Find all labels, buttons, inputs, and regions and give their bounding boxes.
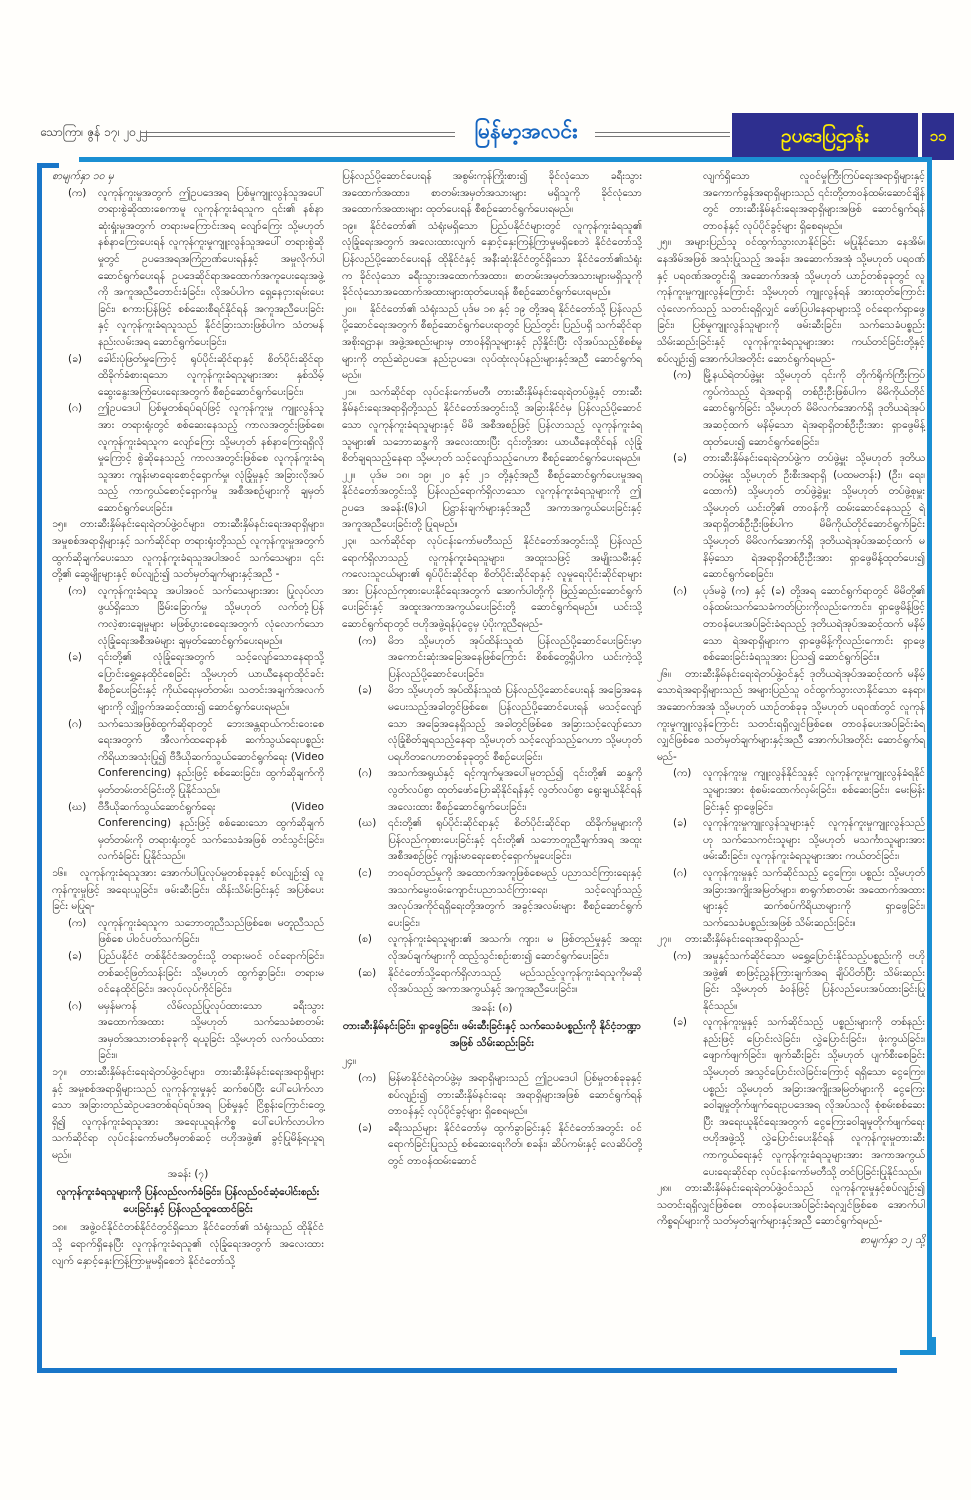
section-paragraph: ၁၇။ တားဆီးနှိမ်နင်းရေးရဲတပ်ဖွဲ့ဝင်များ၊ တားဆီးနှိမ်နင်းရေးအရာရှိများနှင့် အမှုစစ်အရာရှိများသည် လူကုန်ကူးမှုနှင့် ဆက်စပ်ပြီး ပေါ်ပေါက်လာသော အခြားတည်ဆဲဥပဒေတစ်ရပ်ရပ်အရ ပြစ်မှုနှင့် ငြိစွန်းကြောင်းတွေ့ရှိ၍ လူကုန်ကူးခံရသူအား အရေးယူရန်ကိစ္စ ပေါ်ပေါက်လာပါက သက်ဆိုင်ရာ လုပ်ငန်းကော်မတီမှတစ်ဆင့် ဗဟိုအဖွဲ့၏ ခွင့်ပြုမိန့်ရယူရမည်။ bbox=[52, 1066, 324, 1162]
subsection: (က) မိဘ သို့မဟုတ် အုပ်ထိန်းသူထံ ပြန်လည်ပို့ဆောင်ပေးခြင်းမှာ အကောင်းဆုံးအခြေအနေဖြစ်ကြောင်း စိစစ်တွေ့ရှိပါက ယင်းကဲ့သို့ ပြန်လည်ပို့ဆောင်ပေးခြင်း၊ bbox=[358, 634, 642, 680]
frame-border-right bbox=[927, 157, 932, 1355]
article-column-2 bbox=[342, 168, 642, 1170]
section-paragraph: ၁၅။ တားဆီးနှိမ်နင်းရေးရဲတပ်ဖွဲ့ဝင်များ၊ တားဆီးနှိမ်နင်းရေးအရာရှိများ၊ အမှုစစ်အရာရှိများနှင့် သက်ဆိုင်ရာ တရားရုံးတို့သည် လူကုန်ကူးမှုအတွက် ထွက်ဆိုချက်ပေးသော လူကုန်ကူးခံရသူအပါအဝင် သက်သေများ၊ ၎င်းတို့၏ ဆွေမျိုးများနှင့် စပ်လျဉ်း၍ သတ်မှတ်ချက်များနှင့်အညီ - bbox=[52, 518, 324, 581]
frame-border-bottom bbox=[37, 1368, 897, 1373]
subsection: (က) လူကုန်ကူးမှု ကျူးလွန်နိုင်သူနှင့် လူကုန်ကူးမှုကျူးလွန်ခံရနိုင်သူများအား စုံစမ်းထောက်လှမ်းခြင်း၊ စစ်ဆေးခြင်း၊ မေးမြန်းခြင်းနှင့် ရှာဖွေခြင်း၊ bbox=[673, 767, 925, 813]
section-paragraph: ၂၈။ တားဆီးနှိမ်နင်းရေးရဲတပ်ဖွဲ့ဝင်သည် လူကုန်ကူးမှုနှင့်စပ်လျဉ်း၍ သတင်းရရှိလျှင်ဖြစ်စေ၊ တာဝန်ပေးအပ်ခြင်းခံရလျှင်ဖြစ်စေ အောက်ပါကိစ္စရပ်များကို သတ်မှတ်ချက်များနှင့်အညီ ဆောင်ရွက်ရမည်- bbox=[657, 1182, 925, 1228]
subsection: (ဂ) အသက်အရွယ်နှင့် ရင့်ကျက်မှုအပေါ်မူတည်၍ ၎င်းတို့၏ ဆန္ဒကို လွတ်လပ်စွာ ထုတ်ဖော်ပြောဆိုနိုင်ရန်နှင့် လွတ်လပ်စွာ ရွေးချယ်နိုင်ရန် အလေးထား စီစဉ်ဆောင်ရွက်ပေးခြင်း၊ bbox=[358, 767, 642, 813]
continued-to-note: စာမျက်နှာ ၁၂ သို့ bbox=[859, 1234, 925, 1246]
subsection: (ဂ) လူကုန်ကူးမှုနှင့် သက်ဆိုင်သည့် ငွေကြေး၊ ပစ္စည်း သို့မဟုတ် အခြားအကျိုးအမြတ်များ၊ စာရွက်စာတမ်း အထောက်အထားများနှင့် ဆက်စပ်ကိရိယာများကို ရှာဖွေခြင်း၊ သက်သေခံပစ္စည်းအဖြစ် သိမ်းဆည်းခြင်း။ bbox=[673, 866, 925, 929]
section-paragraph: ၂၆။ တားဆီးနှိမ်နင်းရေးရဲတပ်ဖွဲ့ဝင်နှင့် ဒုတိယရဲအုပ်အဆင့်ထက် မနိမ့်သောရဲအရာရှိများသည် အများပြည်သူ ဝင်ထွက်သွားလာနိုင်သော နေရာ၊ အဆောက်အအုံ သို့မဟုတ် ယာဉ်တစ်ခုခု သို့မဟုတ် ပရဝဏ်တွင် လူကုန်ကူးမှုကျူးလွန်ကြောင်း သတင်းရရှိလျှင်ဖြစ်စေ၊ တာဝန်ပေးအပ်ခြင်းခံရလျှင်ဖြစ်စေ သတ်မှတ်ချက်များနှင့်အညီ အောက်ပါအတိုင်း ဆောင်ရွက်ရမည်- bbox=[657, 667, 925, 763]
subsection: (ဃ) ၎င်းတို့၏ ရုပ်ပိုင်းဆိုင်ရာနှင့် စိတ်ပိုင်းဆိုင်ရာ ထိခိုက်မှုများကို ပြန်လည်ကုစားပေးခြင်းနှင့် ၎င်းတို့၏ သဘောတူညီချက်အရ အထူးအစီအစဉ်ဖြင့် ကျန်းမာရေးစောင့်ရှောက်မှုပေးခြင်း၊ bbox=[358, 817, 642, 863]
section-paragraph: ၂၅။ အများပြည်သူ ဝင်ထွက်သွားလာနိုင်ခြင်း မပြုနိုင်သော နေအိမ်၊ နေအိမ်အဖြစ် အသုံးပြုသည့် အခန်း၊ အဆောက်အအုံ သို့မဟုတ် ပရဝဏ်နှင့် ပရဝဏ်အတွင်းရှိ အဆောက်အအုံ သို့မဟုတ် ယာဉ်တစ်ခုခုတွင် လူကုန်ကူးမှုကျူးလွန်ကြောင်း သို့မဟုတ် ကျူးလွန်ရန် အားထုတ်ကြောင်း လုံလောက်သည့် သတင်းရရှိလျှင် ဖော်ပြပါနေရာများသို့ ဝင်ရောက်ရှာဖွေခြင်း၊ ပြစ်မှုကျူးလွန်သူများကို ဖမ်းဆီးခြင်း၊ သက်သေခံပစ္စည်း သိမ်းဆည်းခြင်းနှင့် လူကုန်ကူးခံရသူများအား ကယ်တင်ခြင်းတို့နှင့် စပ်လျဉ်း၍ အောက်ပါအတိုင်း ဆောင်ရွက်ရမည်- bbox=[657, 236, 925, 365]
subsection: (ခ) ပြည်ပနိုင်ငံ တစ်နိုင်ငံအတွင်းသို့ တရားမဝင် ဝင်ရောက်ခြင်း၊ တစ်ဆင့်ဖြတ်သန်းခြင်း သို့မဟုတ် ထွက်ခွာခြင်း၊ တရားမဝင်နေထိုင်ခြင်း၊ အလုပ်လုပ်ကိုင်ခြင်း၊ bbox=[68, 949, 324, 996]
subsection-continued: လျက်ရှိသော လူဝင်မှုကြီးကြပ်ရေးအရာရှိများနှင့် အကောက်ခွန်အရာရှိများသည် ၎င်းတို့တာဝန်ထမ်းဆောင်ချိန်တွင် တားဆီးနှိမ်နင်းရေးအရာရှိများအဖြစ် ဆောင်ရွက်ရန်တာဝန်နှင့် လုပ်ပိုင်ခွင့်များ ရှိစေရမည်။ bbox=[703, 170, 925, 232]
chapter-number: အခန်း (၇) bbox=[167, 1167, 209, 1180]
chapter-title: တားဆီးနှိမ်နင်းခြင်း၊ ရှာဖွေခြင်း၊ ဖမ်းဆီးခြင်းနှင့် သက်သေခံပစ္စည်းကို နိုင်ငံ့ဘဏ္ဍာအဖြစ် သိမ်းဆည်းခြင်း bbox=[342, 1020, 642, 1049]
subsection: (ခ) တားဆီးနှိမ်နင်းရေးရဲတပ်ဖွဲ့က တပ်ဖွဲ့မှူး သို့မဟုတ် ဒုတိယတပ်ဖွဲ့မှူး သို့မဟုတ် ဦးစီးအရာရှိ (ပထမတန်း) (ဦး၊ ရေး၊ ထောက်) သို့မဟုတ် တပ်ဖွဲ့ခွဲမှူး သို့မဟုတ် တပ်ဖွဲ့စုမှူး သို့မဟုတ် ယင်းတို့၏ တာဝန်ကို ထမ်းဆောင်နေသည့် ရဲအရာရှိတစ်ဦးဦးဖြစ်ပါက မိမိကိုယ်တိုင်ဆောင်ရွက်ခြင်း သို့မဟုတ် မိမိလက်အောက်ရှိ ဒုတိယရဲအုပ်အဆင့်ထက် မနိမ့်သော ရဲအရာရှိတစ်ဦးဦးအား ရှာဖွေမိန့်ထုတ်ပေး၍ ဆောင်ရွက်စေခြင်း၊ bbox=[673, 452, 925, 581]
subsection: (က) မြန်မာနိုင်ငံရဲတပ်ဖွဲ့မှ အရာရှိများသည် ဤဥပဒေပါ ပြစ်မှုတစ်ခုခုနှင့် စပ်လျဉ်း၍ တားဆီးနှိမ်နင်းရေး အရာရှိများအဖြစ် ဆောင်ရွက်ရန်တာဝန်နှင့် လုပ်ပိုင်ခွင့်များ ရှိစေရမည်။ bbox=[358, 1072, 642, 1118]
section-paragraph-continued: ပြန်လည်ပို့ဆောင်ပေးရန် အစွမ်းကုန်ကြိုးစား၍ ခိုင်လုံသော ခရီးသွားအထောက်အထား၊ စာတမ်းအမှတ်အသားများ မရှိသူကို ခိုင်လုံသော အထောက်အထားများ ထုတ်ပေးရန် စီစဉ်ဆောင်ရွက်ပေးရမည်။ bbox=[342, 170, 642, 216]
subsection: (င) ဘဝရပ်တည်မှုကို အထောက်အကူဖြစ်စေမည့် ပညာသင်ကြားရေးနှင့် အသက်မွေးဝမ်းကျောင်းပညာသင်ကြားရေး၊ သင့်လျော်သည့် အလုပ်အကိုင်ရရှိရေးတို့အတွက် အခွင့်အလမ်းများ စီစဉ်ဆောင်ရွက်ပေးခြင်း၊ bbox=[358, 866, 642, 929]
section-paragraph: ၁၉။ နိုင်ငံတော်၏ သံရုံးမရှိသော ပြည်ပနိုင်ငံများတွင် လူကုန်ကူးခံရသူ၏ လုံခြုံရေးအတွက် အလေးထားလျက် နှောင့်နှေးကြန့်ကြာမှုမရှိစေဘဲ နိုင်ငံတော်သို့ပြန်လည်ပို့ဆောင်ပေးရန် ထိုနိုင်ငံနှင့် အနီးဆုံးနိုင်ငံတွင်ရှိသော နိုင်ငံတော်၏သံရုံးက ခိုင်လုံသော ခရီးသွားအထောက်အထား၊ စာတမ်းအမှတ်အသားများမရှိသူကို ခိုင်လုံသောအထောက်အထားများထုတ်ပေးရန် စီစဉ်ဆောင်ရွက်ပေးရမည်။ bbox=[342, 219, 642, 299]
section-badge: ဥပဒေပြဌာန်း bbox=[732, 113, 918, 160]
subsection: (စ) လူကုန်ကူးခံရသူများ၏ အသက်၊ ကျား၊ မ ဖြစ်တည်မှုနှင့် အထူးလိုအပ်ချက်များကို ထည့်သွင်းစဉ်းစား၍ ဆောင်ရွက်ပေးခြင်း၊ bbox=[358, 933, 642, 962]
frame-border-top bbox=[79, 157, 932, 162]
section-paragraph: ၂၀။ နိုင်ငံတော်၏ သံရုံးသည် ပုဒ်မ ၁၈ နှင့် ၁၉ တို့အရ နိုင်ငံတော်သို့ ပြန်လည်ပို့ဆောင်ရေးအတွက် စီစဉ်ဆောင်ရွက်ပေးရာတွင် ပြည်တွင်း ပြည်ပရှိ သက်ဆိုင်ရာအစိုးရဌာန၊ အဖွဲ့အစည်းများမှ တာဝန်ရှိသူများနှင့် ညှိနှိုင်းပြီး လိုအပ်သည့်စိစစ်မှုများကို တည်ဆဲဥပဒေ၊ နည်းဥပဒေ၊ လုပ်ထုံးလုပ်နည်းများနှင့်အညီ ဆောင်ရွက်ရမည်။ bbox=[342, 302, 642, 382]
header-rule bbox=[595, 132, 730, 137]
subsection: (က) လူကုန်ကူးမှုအတွက် ဤဥပဒေအရ ပြစ်မှုကျူးလွန်သူအပေါ် တရားစွဲဆိုထားစေကာမူ လူကုန်ကူးခံရသူက ၎င်း၏ နစ်နာဆုံးရှုံးမှုအတွက် တရားမကြောင်းအရ လျော်ကြေး သို့မဟုတ် နစ်နာကြေးပေးရန် လူကုန်ကူးမှုကျူးလွန်သူအပေါ် တရားစွဲဆိုမှုတွင် ဥပဒေအရအကြံဉာဏ်ပေးရန်နှင့် အမှုလိုက်ပါဆောင်ရွက်ပေးရန် ဥပဒေဆိုင်ရာအထောက်အကူပေးရေးအဖွဲ့ကို အကူအညီတောင်းခံခြင်း၊ လိုအပ်ပါက ရှေ့နေငှားရမ်းပေးခြင်း၊ စကားပြန်ဖြင့် စစ်ဆေးစီရင်နိုင်ရန် အကူအညီပေးခြင်းနှင့် လူကုန်ကူးခံရသူသည် နိုင်ငံခြားသားဖြစ်ပါက သံတမန်နည်းလမ်းအရ ဆောင်ရွက်ပေးခြင်း၊ bbox=[68, 186, 324, 348]
section-paragraph: ၂၄။ bbox=[342, 1055, 357, 1068]
subsection: (က) လူကုန်ကူးခံရသူ အပါအဝင် သက်သေများအား ပြုလုပ်လာဖွယ်ရှိသော ခြိမ်းခြောက်မှု သို့မဟုတ် လက်တုံ့ပြန်ကလဲ့စားချေမှုများ မဖြစ်ပွားစေရေးအတွက် လုံလောက်သော လုံခြုံရေးအစီအမံများ ချမှတ်ဆောင်ရွက်ပေးရမည်။ bbox=[68, 584, 324, 647]
section-paragraph: ၁၆။ လူကုန်ကူးခံရသူအား အောက်ပါပြုလုပ်မှုတစ်ခုခုနှင့် စပ်လျဉ်း၍ လူကုန်ကူးမှုဖြင့် အရေးယူခြင်း၊ ဖမ်းဆီးခြင်း၊ ထိန်းသိမ်းခြင်းနှင့် အပြစ်ပေးခြင်း မပြုရ- bbox=[52, 866, 324, 913]
subsection: (ဂ) ဤဥပဒေပါ ပြစ်မှုတစ်ရပ်ရပ်ဖြင့် လူကုန်ကူးမှု ကျူးလွန်သူအား တရားရုံးတွင် စစ်ဆေးနေသည့် ကာလအတွင်းဖြစ်စေ၊ လူကုန်ကူးခံရသူက လျော်ကြေး သို့မဟုတ် နစ်နာကြေးရရှိလိုမှုကြောင့် စွဲဆိုနေသည့် ကာလအတွင်းဖြစ်စေ လူကုန်ကူးခံရသူအား ကျန်းမာရေးစောင့်ရှောက်မှု၊ လုံခြုံမှုနှင့် အခြားလိုအပ်သည့် ကာကွယ်စောင့်ရှောက်မှု အစီအစဉ်များကို ချမှတ်ဆောင်ရွက်ပေးခြင်း။ bbox=[68, 402, 324, 514]
subsection: (ဂ) ပုဒ်မခွဲ (က) နှင့် (ခ) တို့အရ ဆောင်ရွက်ရာတွင် မိမိတို့၏ ဝန်ထမ်းသက်သေခံကတ်ပြားကိုလည်းကောင်း၊ ရှာဖွေမိန့်ဖြင့် တာဝန်ပေးအပ်ခြင်းခံရသည့် ဒုတိယရဲအုပ်အဆင့်ထက် မနိမ့်သော ရဲအရာရှိများက ရှာဖွေမိန့်ကိုလည်းကောင်း ရှာဖွေစစ်ဆေးခြင်းခံရသူအား ပြသ၍ ဆောင်ရွက်ခြင်း။ bbox=[673, 584, 925, 664]
page-number: ၁၁ bbox=[922, 113, 954, 160]
frame-corner-bottom-right-v bbox=[931, 1337, 936, 1355]
section-paragraph: ၁၈။ အဖွဲ့ဝင်နိုင်ငံတစ်နိုင်ငံတွင်ရှိသော နိုင်ငံတော်၏ သံရုံးသည် ထိုနိုင်ငံသို့ ရောက်ရှိနေပြီး လူကုန်ကူးခံရသူ၏ လုံခြုံရေးအတွက် အလေးထားလျက် နှောင့်နှေးကြန့်ကြာမှုမရှိစေဘဲ နိုင်ငံတော်သို့ bbox=[52, 1221, 324, 1267]
subsection: (ခ) လူကုန်ကူးမှုနှင့် သက်ဆိုင်သည့် ပစ္စည်းများကို တစ်နည်းနည်းဖြင့် ပြောင်းလဲခြင်း၊ လွှဲပြောင်းခြင်း၊ ဖုံးကွယ်ခြင်း၊ ဖျောက်ဖျက်ခြင်း၊ ဖျက်ဆီးခြင်း သို့မဟုတ် ပျက်စီးစေခြင်း သို့မဟုတ် အသွင်ပြောင်းလဲခြင်းကြောင့် ရရှိသော ငွေကြေး၊ ပစ္စည်း သို့မဟုတ် အခြားအကျိုးအမြတ်များကို ငွေကြေးခဝါချမှုတိုက်ဖျက်ရေးဥပဒေအရ လိုအပ်သလို စုံစမ်းစစ်ဆေးပြီး အရေးယူနိုင်ရေးအတွက် ငွေကြေးခဝါချမှုတိုက်ဖျက်ရေးဗဟိုအဖွဲ့သို့ လွှဲပြောင်းပေးနိုင်ရန် လူကုန်ကူးမှုတားဆီးကာကွယ်ရေးနှင့် လူကုန်ကူးခံရသူများအား အကာအကွယ်ပေးရေးဆိုင်ရာ လုပ်ငန်းကော်မတီသို့ တင်ပြခြင်းပြုနိုင်သည်။ bbox=[673, 1016, 925, 1178]
article-column-1 bbox=[52, 168, 324, 1269]
subsection: (ဂ) သက်သေအဖြစ်ထွက်ဆိုရာတွင် ဘေးအန္တရာယ်ကင်းဝေးစေရေးအတွက် အီလက်ထရောနစ် ဆက်သွယ်ရေးပစ္စည်းကိရိယာအသုံးပြု၍ ဗီဒီယိုဆက်သွယ်ဆောင်ရွက်ရေး (Video Conferencing) နည်းဖြင့် စစ်ဆေးခြင်း၊ ထွက်ဆိုချက်ကို မှတ်တမ်းတင်ခြင်းတို့ ပြုနိုင်သည်။ bbox=[68, 717, 324, 796]
header-rule bbox=[140, 132, 455, 137]
subsection: (ဂ) မမှန်မကန် လိမ်လည်ပြုလုပ်ထားသော ခရီးသွားအထောက်အထား သို့မဟုတ် သက်သေခံစာတမ်းအမှတ်အသားတစ်ခုခုကို ရယူခြင်း သို့မဟုတ် လက်ဝယ်ထားခြင်း။ bbox=[68, 999, 324, 1062]
subsection: (ဆ) နိုင်ငံတော်သို့ရောက်ရှိလာသည့် မည်သည့်လူကုန်ကူးခံရသူကိုမဆို လိုအပ်သည့် အကာအကွယ်နှင့် အကူအညီပေးခြင်း။ bbox=[358, 966, 642, 996]
section-paragraph: ၂၇။ တားဆီးနှိမ်နင်းရေးအရာရှိသည်- bbox=[657, 933, 804, 946]
frame-border-left bbox=[37, 163, 42, 1373]
subsection: (ခ) ခရီးသည်များ နိုင်ငံတော်မှ ထွက်ခွာခြင်းနှင့် နိုင်ငံတော်အတွင်း ဝင်ရောက်ခြင်းပြုသည့် စစ်ဆေးရေးဂိတ်၊ စခန်း၊ ဆိပ်ကမ်းနှင့် လေဆိပ်တို့တွင် တာဝန်ထမ်းဆောင် bbox=[358, 1121, 642, 1168]
article-column-3 bbox=[657, 168, 925, 1259]
issue-date: သောကြာ၊ ဇွန် ၁၇၊ ၂၀၂၂ bbox=[40, 125, 148, 139]
chapter-title: လူကုန်ကူးခံရသူများကို ပြန်လည်လက်ခံခြင်း၊ ပြန်လည်ဝင်ဆံ့ပေါင်းစည်းပေးခြင်းနှင့် ပြန်လည်ထူထောင်ခြင်း bbox=[56, 1186, 320, 1215]
subsection: (က) မြို့နယ်ရဲတပ်ဖွဲ့မှူး သို့မဟုတ် ၎င်းကို တိုက်ရိုက်ကြီးကြပ်ကွပ်ကဲသည့် ရဲအရာရှိ တစ်ဦးဦးဖြစ်ပါက မိမိကိုယ်တိုင်ဆောင်ရွက်ခြင်း သို့မဟုတ် မိမိလက်အောက်ရှိ ဒုတိယရဲအုပ်အဆင့်ထက် မနိမ့်သော ရဲအရာရှိတစ်ဦးဦးအား ရှာဖွေမိန့်ထုတ်ပေး၍ ဆောင်ရွက်စေခြင်း၊ bbox=[673, 369, 925, 448]
subsection: (ခ) ၎င်းတို့၏ လုံခြုံရေးအတွက် သင့်လျော်သောနေရာသို့ ပြောင်းရွှေ့နေထိုင်စေခြင်း သို့မဟုတ် ယာယီနေရာထိုင်ခင်းစီစဉ်ပေးခြင်းနှင့် ကိုယ်ရေးမှတ်တမ်း၊ သတင်းအချက်အလက်များကို လျှို့ဝှက်အဆင့်ထား၍ ဆောင်ရွက်ပေးရမည်။ bbox=[68, 651, 324, 713]
subsection: (ခ) လူကုန်ကူးမှုကျူးလွန်သူများနှင့် လူကုန်ကူးမှုကျူးလွန်သည်ဟု သက်သေကင်းသူများ သို့မဟုတ် မသင်္ကာသူများအား ဖမ်းဆီးခြင်း၊ လူကုန်ကူးခံရသူများအား ကယ်တင်ခြင်း၊ bbox=[673, 817, 925, 863]
chapter-number: အခန်း (၈) bbox=[471, 1001, 513, 1014]
newspaper-title: မြန်မာ့အလင်း bbox=[474, 119, 578, 143]
subsection-list bbox=[52, 185, 324, 517]
section-paragraph: ၂၂။ ပုဒ်မ ၁၈၊ ၁၉၊ ၂၀ နှင့် ၂၁ တို့နှင့်အညီ စီစဉ်ဆောင်ရွက်ပေးမှုအရ နိုင်ငံတော်အတွင်းသို့ ပြန်လည်ရောက်ရှိလာသော လူကုန်ကူးခံရသူများကို ဤဥပဒေ အခန်း(၆)ပါ ပြဋ္ဌာန်းချက်များနှင့်အညီ အကာအကွယ်ပေးခြင်းနှင့် အကူအညီပေးခြင်းတို့ ပြုရမည်။ bbox=[342, 468, 642, 531]
subsection: (ခ) မိဘ သို့မဟုတ် အုပ်ထိန်းသူထံ ပြန်လည်ပို့ဆောင်ပေးရန် အခြေအနေမပေးသည့်အခါတွင်ဖြစ်စေ၊ ပြန်လည်ပို့ဆောင်ပေးရန် မသင့်လျော်သော အခြေအနေရှိသည့် အခါတွင်ဖြစ်စေ အခြားသင့်လျော်သော လုံခြုံစိတ်ချရသည့်နေရာ သို့မဟုတ် သင့်လျော်သည့်ဂေဟာ သို့မဟုတ် ပရဟိတဂေဟာတစ်ခုခုတွင် စီစဉ်ပေးခြင်း၊ bbox=[358, 684, 642, 763]
subsection: (ခ) ခေါင်းပုံဖြတ်မှုကြောင့် ရုပ်ပိုင်းဆိုင်ရာနှင့် စိတ်ပိုင်းဆိုင်ရာ ထိခိုက်ခံစားရသော လူကုန်ကူးခံရသူများအား နှစ်သိမ့်ဆွေးနွေးအကြံပေးရေးအတွက် စီစဉ်ဆောင်ရွက်ပေးခြင်း၊ bbox=[68, 352, 324, 398]
subsection: (က) လူကုန်ကူးခံရသူက သဘောတူညီသည်ဖြစ်စေ၊ မတူညီသည်ဖြစ်စေ ပါဝင်ပတ်သက်ခြင်း၊ bbox=[68, 916, 324, 946]
continued-from-note: စာမျက်နှာ ၁၀ မှ bbox=[52, 170, 114, 182]
section-paragraph: ၂၃။ သက်ဆိုင်ရာ လုပ်ငန်းကော်မတီသည် နိုင်ငံတော်အတွင်းသို့ ပြန်လည်ရောက်ရှိလာသည့် လူကုန်ကူးခံရသူများ၊ အထူးသဖြင့် အမျိုးသမီးနှင့် ကလေးသူငယ်များ၏ ရုပ်ပိုင်းဆိုင်ရာ စိတ်ပိုင်းဆိုင်ရာနှင့် လူမှုရေးပိုင်းဆိုင်ရာများအား ပြန်လည်ကုစားပေးနိုင်ရေးအတွက် အောက်ပါတို့ကို ဖြည့်ဆည်းဆောင်ရွက်ပေးခြင်းနှင့် အထူးအကာအကွယ်ပေးခြင်းတို့ ဆောင်ရွက်ရမည်။ ယင်းသို့ ဆောင်ရွက်ရာတွင် ဗဟိုအဖွဲ့ရန်ပုံငွေမှ ပံ့ပိုးကူညီရမည်- bbox=[342, 535, 642, 631]
subsection: (က) အမှုနှင့်သက်ဆိုင်သော မရွှေ့ပြောင်းနိုင်သည့်ပစ္စည်းကို ဗဟိုအဖွဲ့၏ စာဖြင့်ညွှန်ကြားချက်အရ ချိပ်ပိတ်ပြီး သိမ်းဆည်းခြင်း သို့မဟုတ် ခံဝန်ဖြင့် ပြန်လည်ပေးအပ်ထားခြင်းပြုနိုင်သည်။ bbox=[673, 949, 925, 1012]
page-header bbox=[40, 108, 947, 154]
section-paragraph: ၂၁။ သက်ဆိုင်ရာ လုပ်ငန်းကော်မတီ၊ တားဆီးနှိမ်နင်းရေးရဲတပ်ဖွဲ့နှင့် တားဆီးနှိမ်နင်းရေးအရာရှိတို့သည် နိုင်ငံတော်အတွင်းသို့ အခြားနိုင်ငံမှ ပြန်လည်ပို့ဆောင်သော လူကုန်ကူးခံရသူများနှင့် မိမိ အစီအစဉ်ဖြင့် ပြန်လာသည့် လူကုန်ကူးခံရသူများ၏ သဘောဆန္ဒကို အလေးထားပြီး ၎င်းတို့အား ယာယီနေထိုင်ရန် လုံခြုံစိတ်ချရသည့်နေရာ သို့မဟုတ် သင့်လျော်သည့်ဂေဟာ စီစဉ်ဆောင်ရွက်ပေးရမည်။ bbox=[342, 385, 642, 465]
subsection: (ဃ) ဗီဒီယိုဆက်သွယ်ဆောင်ရွက်ရေး (Video Conferencing) နည်းဖြင့် စစ်ဆေးသော ထွက်ဆိုချက်မှတ်တမ်းကို တရားရုံးတွင် သက်သေခံအဖြစ် တင်သွင်းခြင်း၊ လက်ခံခြင်း ပြုနိုင်သည်။ bbox=[68, 800, 324, 863]
